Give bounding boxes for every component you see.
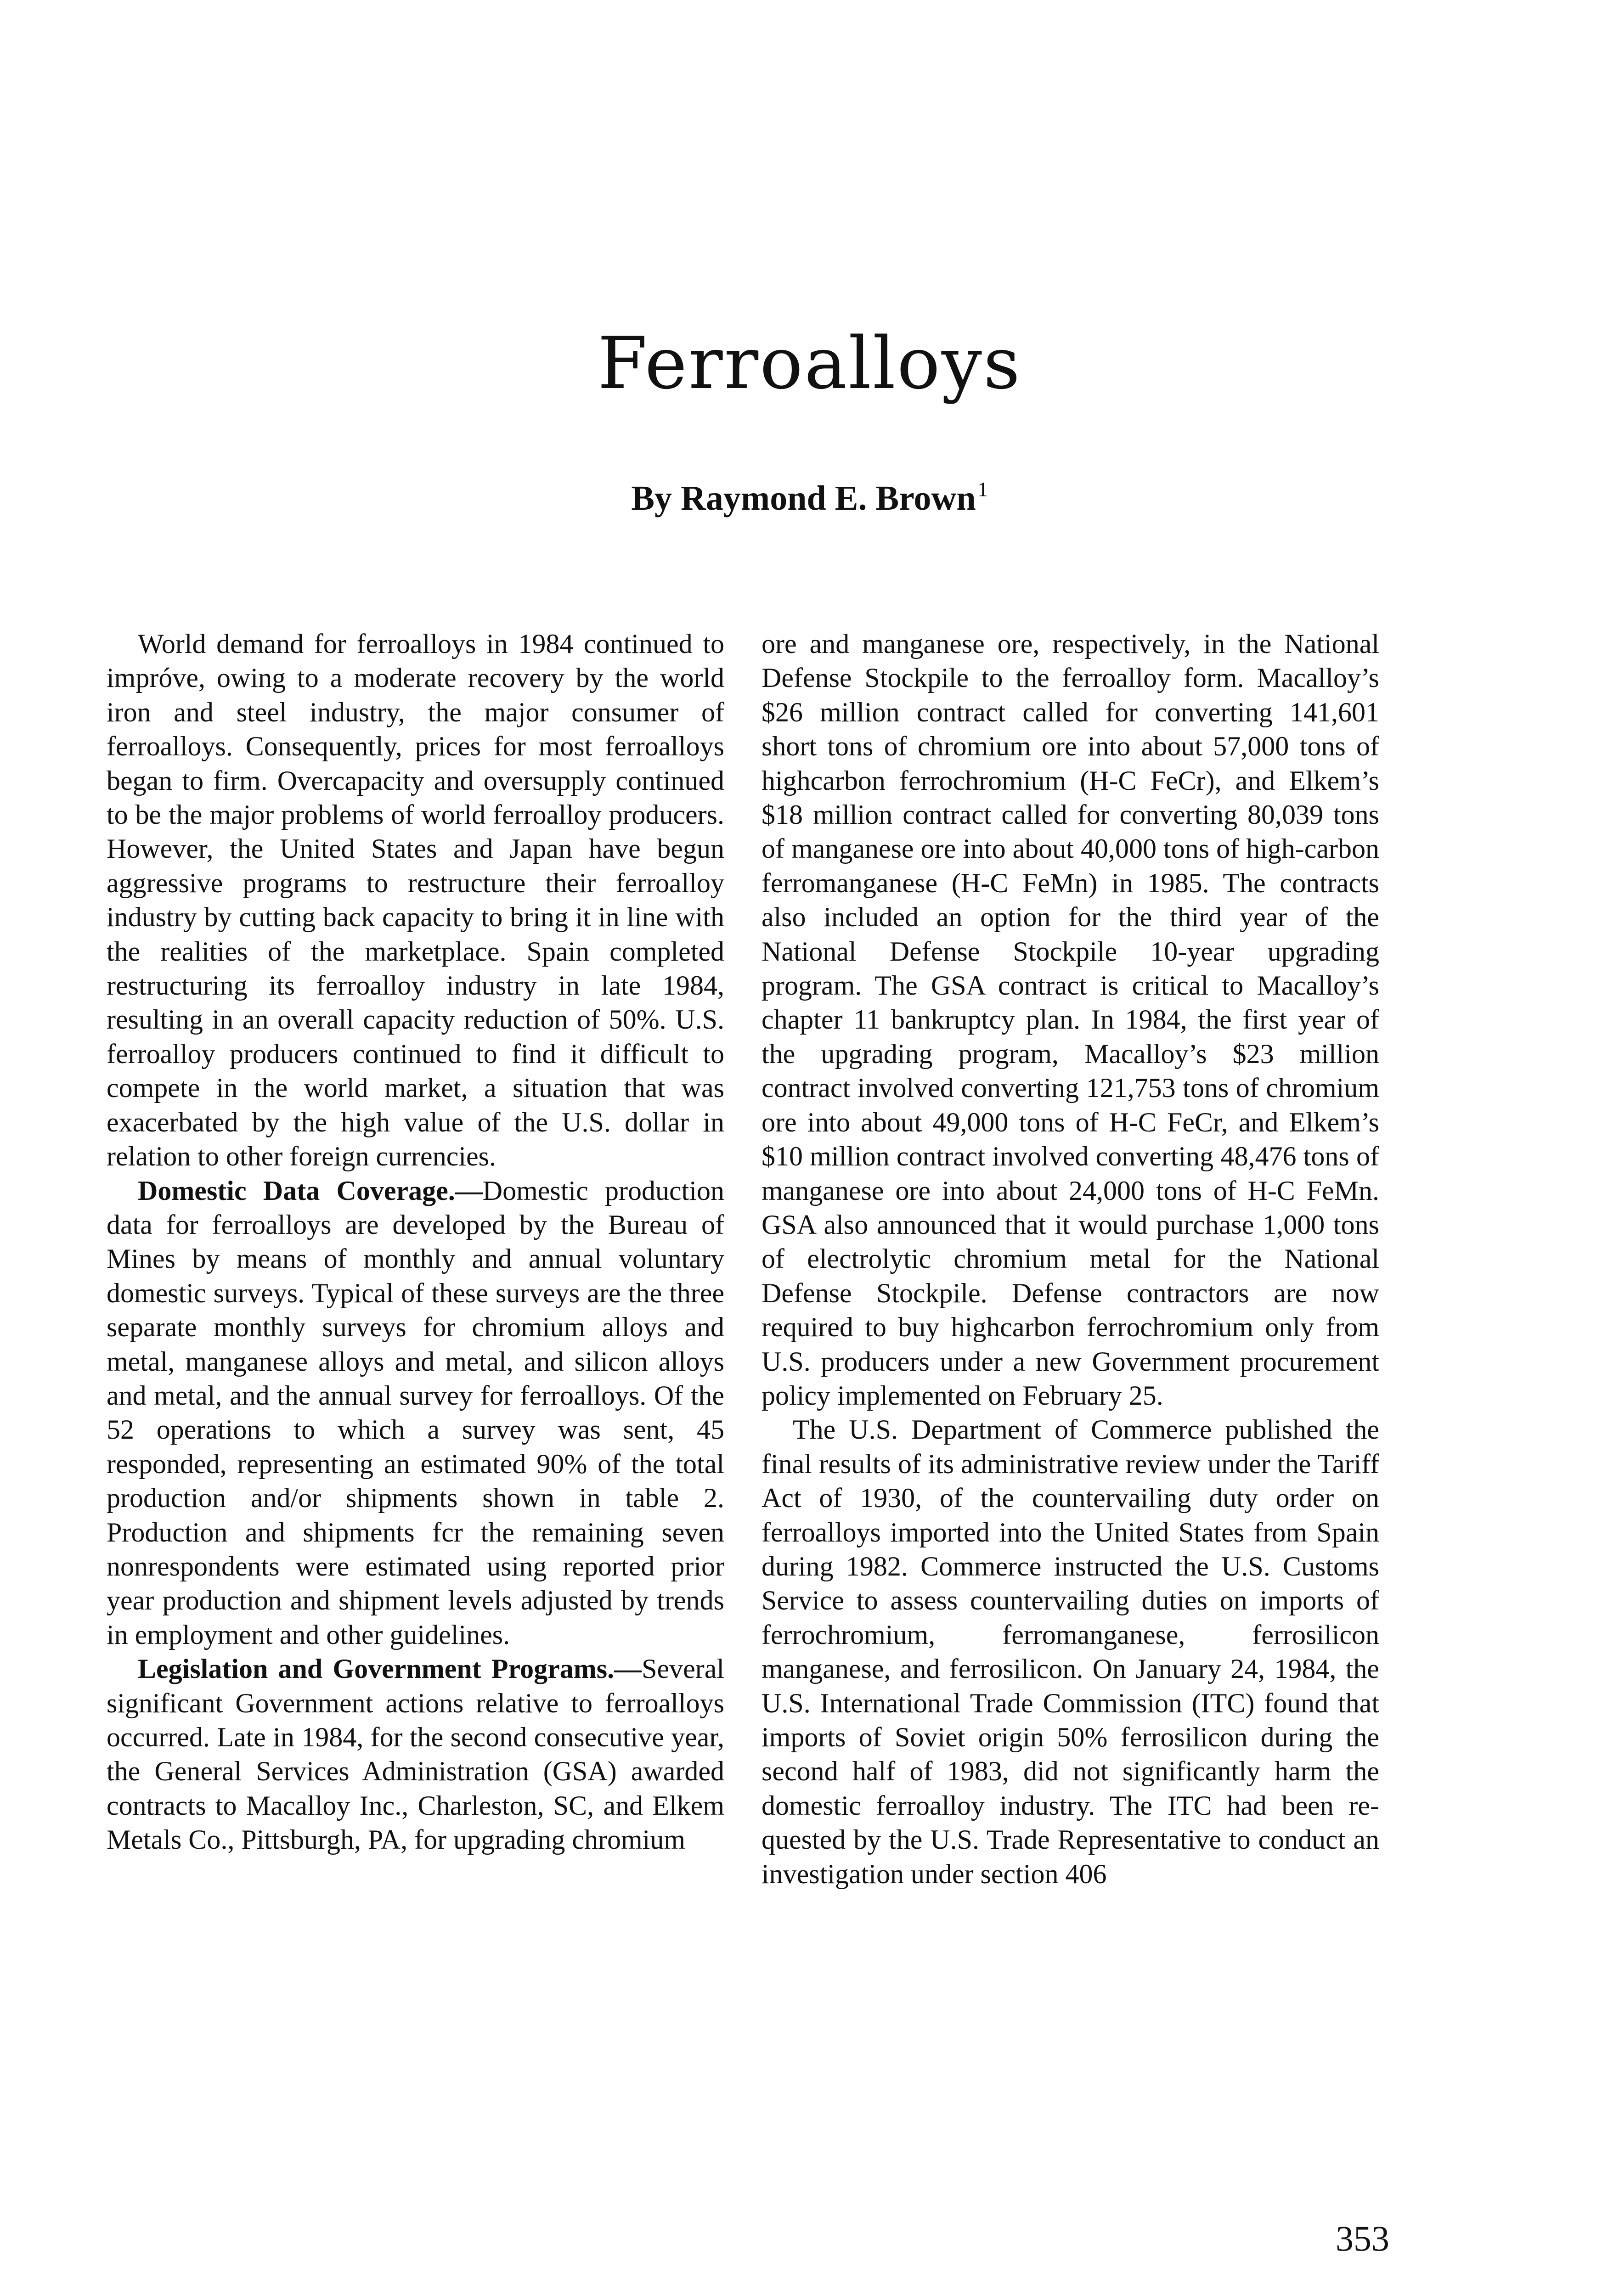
intro-paragraph: World demand for ferroalloys in 1984 continued to impróve, owing to a moderate recovery by the world iron and steel industry, the major consumer of ferroalloys. Consequently, prices for most ferroalloys began to firm. Overcapacity and oversupply continued to be the major problems of world ferroalloy producers. However, the United States and Japan have begun aggressive programs to restructure their ferroalloy industry by cutting back capacity to bring it in line with the realities of the marketplace. Spain completed restructuring its ferroalloy industry in late 1984, resulting in an overall capacity reduction of 50%. U.S. ferroalloy producers continued to find it difficult to compete in the world market, a situation that was exacerbated by the high value of the U.S. dollar in relation to other foreign currencies. — [107, 629, 724, 1172]
coverage-text: Domestic production data for ferroalloys are developed by the Bureau of Mines by means of monthly and annual voluntary domestic surveys. Typical of these surveys are the three separate monthly surveys for chromium alloys and metal, manganese alloys and metal, and silicon alloys and metal, and the annual survey for ferroalloys. Of the 52 operations to which a survey was sent, 45 responded, representing an estimated 90% of the total production and/or shipments shown in table 2. Production and shipments fcr the remaining seven nonrespondents were estimated using reported prior year production and shipment levels adjusted by trends in employment and other guidelines. — [107, 1175, 724, 1650]
author-byline — [0, 478, 1619, 518]
left-column — [107, 627, 724, 1857]
legislation-heading: Legislation and Government Programs.— — [138, 1654, 642, 1684]
right-column — [762, 627, 1379, 1891]
coverage-heading: Domestic Data Coverage.— — [138, 1175, 483, 1206]
author-name: Raymond E. Brown — [681, 479, 976, 518]
legislation-paragraph — [107, 1652, 724, 1857]
legislation-continuation: ore and manganese ore, respectively, in the National Defense Stockpile to the ferroalloy form. Macalloy’s $26 million contract called for converting 141,601 short tons of chromium ore into about 57,000 tons of highcarbon ferrochromium (H-C FeCr), and Elkem’s $18 million contract called for converting 80,039 tons of manganese ore into about 40,000 tons of high-carbon ferromanganese (H-C FeMn) in 1985. The contracts also included an option for the third year of the National Defense Stockpile 10-year upgrading program. The GSA contract is critical to Macalloy’s chapter 11 bankruptcy plan. In 1984, the first year of the upgrading program, Macalloy’s $23 million contract involved converting 121,753 tons of chromium ore into about 49,000 tons of H-C FeCr, and Elkem’s $10 million contract involved converting 48,476 tons of manganese ore into about 24,000 tons of H-C FeMn. GSA also announced that it would purchase 1,000 tons of electrolytic chromium metal for the National Defense Stockpile. Defense contractors are now required to buy highcarbon ferrochromium only from U.S. producers under a new Government procurement policy implemented on February 25. — [762, 629, 1379, 1411]
footnote-marker: 1 — [977, 478, 988, 501]
commerce-paragraph: The U.S. Department of Commerce published the final results of its administrative review under the Tariff Act of 1930, of the countervailing duty order on ferroalloys imported into the United States from Spain during 1982. Commerce instructed the U.S. Customs Service to assess countervailing duties on imports of ferrochromium, ferromanganese, ferrosilicon manganese, and ferrosilicon. On January 24, 1984, the U.S. International Trade Commission (ITC) found that imports of Soviet origin 50% ferrosilicon during the second half of 1983, did not significantly harm the domestic ferroalloy industry. The ITC had been requested by the U.S. Trade Representative to conduct an investigation under section 406 — [762, 1414, 1379, 1889]
page-number: 353 — [1336, 2218, 1389, 2258]
article-title: Ferroalloys — [598, 321, 1021, 405]
coverage-paragraph — [107, 1174, 724, 1652]
byline-prefix: By — [631, 479, 681, 518]
legislation-text-left: Several significant Government actions relative to ferroalloys occurred. Late in 1984, for the second consecutive year, the General Services Administration (GSA) awarded contracts to Macalloy Inc., Charleston, SC, and Elkem Metals Co., Pittsburgh, PA, for upgrading chromium — [107, 1654, 724, 1855]
